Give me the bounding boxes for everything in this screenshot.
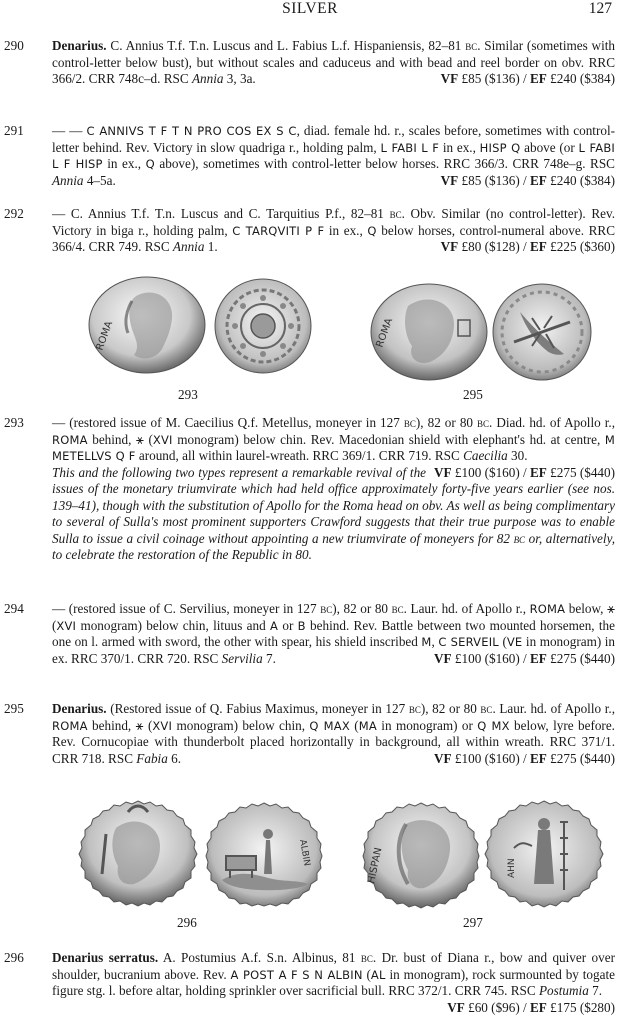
denomination: Denarius. bbox=[52, 38, 107, 53]
era: bc bbox=[389, 206, 402, 221]
text: in monogram) in ex. RRC 370/1. CRR 720. RSC bbox=[52, 634, 615, 666]
grade-vf: VF bbox=[440, 172, 459, 188]
price-ef: £225 ($360) bbox=[546, 239, 615, 254]
text: in ex., bbox=[324, 222, 368, 238]
coin-legend: ROMA bbox=[94, 319, 116, 353]
entry-number: 296 bbox=[4, 950, 24, 965]
text: ( bbox=[362, 966, 371, 982]
coin-legend: HISPAN bbox=[366, 846, 385, 885]
text: — — bbox=[52, 123, 87, 138]
grade-vf: VF bbox=[434, 464, 452, 480]
coin-legend: ROMA bbox=[374, 316, 396, 350]
text: 3, 3a. bbox=[223, 71, 256, 86]
entry-text bbox=[52, 701, 615, 767]
denomination: Denarius. bbox=[52, 701, 107, 716]
legend: L FABI L F HISP bbox=[52, 140, 615, 171]
text: in ex., bbox=[439, 139, 480, 155]
text: . Diad. hd. of Apollo r., bbox=[489, 415, 616, 430]
grade-ef: EF bbox=[530, 71, 547, 86]
text: A. Postumius A.f. S.n. Albinus, 81 bbox=[158, 950, 361, 965]
legend: MA bbox=[358, 718, 377, 733]
ref-family: Annia bbox=[172, 239, 205, 254]
entry-text bbox=[52, 38, 615, 88]
price-vf: £60 ($96) / bbox=[464, 999, 530, 1015]
text: 6. bbox=[167, 750, 181, 766]
price-vf: £100 ($160) / bbox=[451, 464, 530, 480]
price bbox=[434, 465, 615, 482]
price-ef: £275 ($440) bbox=[546, 650, 615, 666]
grade-vf: VF bbox=[440, 71, 459, 86]
era: bc bbox=[477, 415, 490, 430]
legend: ROMA bbox=[529, 602, 566, 616]
legend: ROMA bbox=[52, 432, 88, 447]
plate-caption-297: 297 bbox=[463, 915, 483, 930]
legend: C ANNIVS T F T N PRO COS EX S C bbox=[86, 124, 297, 138]
running-header bbox=[0, 0, 620, 20]
plate-caption-293: 293 bbox=[178, 387, 198, 402]
text: 30. bbox=[507, 448, 528, 463]
text: ( bbox=[498, 634, 507, 649]
legend: L FABI L F bbox=[380, 140, 440, 155]
era: bc bbox=[408, 701, 421, 716]
text: . Dr. bust of Diana r., bow and quiver over shoulder, bucranium above. Rev. bbox=[52, 950, 615, 982]
text: — (restored issue of M. Caecilius Q.f. Metellus, moneyer in 127 bbox=[52, 415, 404, 430]
coin-295-reverse-image bbox=[490, 282, 594, 382]
ref-family: Servilia bbox=[221, 650, 263, 666]
text: . Obv. Similar (no control-letter). Rev. Victory in biga r., holding palm, bbox=[52, 206, 615, 238]
price-ef: £240 ($384) bbox=[546, 71, 615, 86]
coin-293-obverse-image bbox=[86, 275, 208, 375]
grade-ef: EF bbox=[530, 750, 547, 766]
legend: M METELLVS Q F bbox=[52, 432, 615, 463]
legend: Q MX bbox=[477, 718, 510, 733]
text: , bbox=[431, 634, 439, 649]
entry-text bbox=[52, 415, 615, 564]
text: — C. Annius T.f. T.n. Luscus and C. Tarquitius P.f., 82–81 bbox=[52, 206, 390, 221]
text: ), 82 or 80 bbox=[332, 601, 392, 616]
entry-text bbox=[52, 601, 615, 667]
denomination: Denarius serratus. bbox=[52, 950, 159, 965]
text: ( bbox=[143, 717, 153, 733]
text: or bbox=[278, 617, 298, 633]
text: below horses, control-numeral above. RRC 366/4. CRR 749. RSC bbox=[52, 222, 615, 254]
text: ( bbox=[349, 717, 359, 733]
note-text: or, alternatively, to celebrate the restoration of the Republic in 80. bbox=[52, 530, 615, 562]
text: 7. bbox=[588, 983, 602, 998]
text: behind, bbox=[87, 431, 136, 447]
text: behind, bbox=[87, 717, 136, 733]
entry-text bbox=[52, 123, 615, 189]
entry-number: 292 bbox=[4, 206, 24, 221]
monogram-icon: ⚹ bbox=[136, 431, 144, 447]
text: monogram) below chin, bbox=[172, 717, 310, 733]
legend: Q bbox=[367, 223, 377, 238]
era: bc bbox=[480, 701, 493, 716]
ref-family: Caecilia bbox=[463, 448, 508, 463]
legend: XVI bbox=[152, 432, 173, 447]
text: ( bbox=[52, 617, 57, 633]
era: bc bbox=[465, 38, 478, 53]
note-text: This and the following two types represent a remarkable revival of the issues of the monetary triumvirate which had held office approximately forty-five years earlier (see nos. 139–41), though with the substitution of Apollo for the Roma head on obv. As well as being complimentary to several of Sulla's most prominent supporters Crawford suggests that their true purpose was to enable Sulla to issue a civil coinage without appointing a new triumvirate of moneyers for 82 bbox=[52, 464, 615, 546]
legend: A bbox=[270, 618, 279, 633]
grade-ef: EF bbox=[530, 172, 547, 188]
text: C. Annius T.f. T.n. Luscus and L. Fabius L.f. Hispaniensis, 82–81 bbox=[106, 38, 466, 53]
coin-295-obverse-image bbox=[368, 282, 490, 382]
price bbox=[434, 751, 615, 768]
legend: M bbox=[421, 635, 432, 649]
price-vf: £85 ($136) / bbox=[458, 172, 530, 188]
legend: Q MAX bbox=[309, 718, 350, 733]
text: 7. bbox=[262, 650, 276, 666]
section-title: SILVER bbox=[282, 0, 338, 17]
text: around, all within laurel-wreath. RRC 369/1. CRR 719. RSC bbox=[135, 448, 464, 463]
text: above (or bbox=[520, 139, 579, 155]
grade-vf: VF bbox=[434, 650, 452, 666]
legend: Q bbox=[145, 157, 155, 171]
text: monogram) below chin. Rev. Macedonian shield with elephant's hd. at centre, bbox=[172, 431, 605, 447]
text: (Restored issue of Q. Fabius Maximus, moneyer in 127 bbox=[106, 701, 409, 716]
entry-number: 290 bbox=[4, 38, 24, 53]
legend: HISP Q bbox=[479, 140, 521, 155]
ref-family: Fabia bbox=[136, 750, 168, 766]
legend: C SERVEIL bbox=[438, 635, 499, 649]
text: ), 82 or 80 bbox=[415, 415, 478, 430]
monogram-icon: ⚹ bbox=[135, 717, 144, 733]
legend: VE bbox=[506, 635, 523, 649]
text: . Similar (sometimes with control-letter below bust), but without scales and caduceus and with bead and reel border on obv. RRC 366/2. CRR 748c–d. RSC bbox=[52, 38, 615, 86]
text: in ex., bbox=[102, 156, 146, 171]
entry-number: 294 bbox=[4, 601, 24, 616]
grade-ef: EF bbox=[530, 999, 547, 1015]
coin-296-reverse-image bbox=[204, 800, 324, 908]
price-vf: £100 ($160) / bbox=[451, 650, 530, 666]
price-vf: £80 ($128) / bbox=[458, 239, 530, 254]
price bbox=[441, 173, 615, 190]
entry-text bbox=[52, 206, 615, 256]
page-number: 127 bbox=[588, 0, 612, 17]
text: monogram) below chin, lituus and bbox=[76, 617, 271, 633]
ref-family: Annia bbox=[191, 71, 224, 86]
price bbox=[441, 239, 615, 256]
ref-family: Annia bbox=[52, 172, 84, 188]
price-vf: £85 ($136) / bbox=[458, 71, 530, 86]
coin-296-obverse-image bbox=[76, 798, 200, 908]
era: bc bbox=[403, 415, 416, 430]
text: . Laur. hd. of Apollo r., bbox=[492, 701, 615, 716]
text: below, lyre before. Rev. Cornucopiae with thunderbolt placed horizontally in background, all within wreath. RRC 371/1. CRR 718. RSC bbox=[52, 717, 615, 766]
entry-text bbox=[52, 950, 615, 1016]
text: 4–5a. bbox=[83, 172, 116, 188]
text: behind. Rev. Battle between two mounted horsemen, the one on l. armed with sword, the other with spear, his shield inscribed bbox=[52, 617, 615, 649]
text: ( bbox=[143, 431, 153, 447]
coin-legend: ALBIN bbox=[297, 838, 312, 867]
coin-293-reverse-image bbox=[212, 276, 314, 376]
ref-family: Postumia bbox=[538, 983, 589, 998]
text: — (restored issue of C. Servilius, moneyer in 127 bbox=[52, 601, 321, 616]
entry-number: 295 bbox=[4, 701, 24, 716]
legend: XVI bbox=[56, 618, 77, 633]
plate-caption-296: 296 bbox=[177, 915, 197, 930]
plate-caption-295: 295 bbox=[463, 387, 483, 402]
text: above), sometimes with control-letter below horses. RRC 366/3. CRR 748e–g. RSC bbox=[154, 156, 615, 171]
monogram-icon: ⚹ bbox=[607, 601, 615, 616]
legend: ROMA bbox=[52, 718, 88, 733]
grade-vf: VF bbox=[447, 999, 465, 1015]
grade-ef: EF bbox=[530, 239, 547, 254]
era: bc bbox=[513, 530, 526, 546]
price bbox=[447, 1000, 615, 1017]
era: bc bbox=[391, 601, 404, 616]
legend: AL bbox=[370, 967, 386, 982]
price-ef: £275 ($440) bbox=[546, 464, 615, 480]
text: in monogram), rock surmounted by togate figure stg. l. before altar, holding sprinkler over sacrificial bull. RRC 372/1. CRR 745. RSC bbox=[52, 966, 615, 998]
coin-297-obverse-image bbox=[362, 800, 480, 910]
price bbox=[441, 71, 615, 88]
grade-ef: EF bbox=[530, 650, 547, 666]
price-ef: £240 ($384) bbox=[546, 172, 615, 188]
text: below, bbox=[565, 601, 608, 616]
entry-number: 291 bbox=[4, 123, 24, 138]
coin-legend: AHN bbox=[507, 858, 517, 878]
legend: XVI bbox=[152, 718, 173, 733]
text: . Laur. hd. of Apollo r., bbox=[403, 601, 530, 616]
text: ), 82 or 80 bbox=[420, 701, 481, 716]
era: bc bbox=[360, 950, 373, 965]
text: 1. bbox=[204, 239, 218, 254]
grade-vf: VF bbox=[434, 750, 452, 766]
price-ef: £175 ($280) bbox=[546, 999, 615, 1015]
grade-vf: VF bbox=[440, 239, 459, 254]
legend: A POST A F S N ALBIN bbox=[230, 967, 363, 982]
price bbox=[434, 651, 615, 668]
price-vf: £100 ($160) / bbox=[451, 750, 530, 766]
coin-297-reverse-image bbox=[484, 798, 604, 910]
text: , diad. female hd. r., scales before, sometimes with control-letter behind. Rev. Victory in slow quadriga r., holding palm, bbox=[52, 123, 616, 155]
entry-number: 293 bbox=[4, 415, 24, 430]
price-ef: £275 ($440) bbox=[546, 750, 615, 766]
era: bc bbox=[320, 601, 333, 616]
legend: B bbox=[297, 618, 306, 633]
text: in monogram) or bbox=[376, 717, 478, 733]
grade-ef: EF bbox=[530, 464, 547, 480]
legend: C TARQVITI P F bbox=[232, 223, 325, 238]
